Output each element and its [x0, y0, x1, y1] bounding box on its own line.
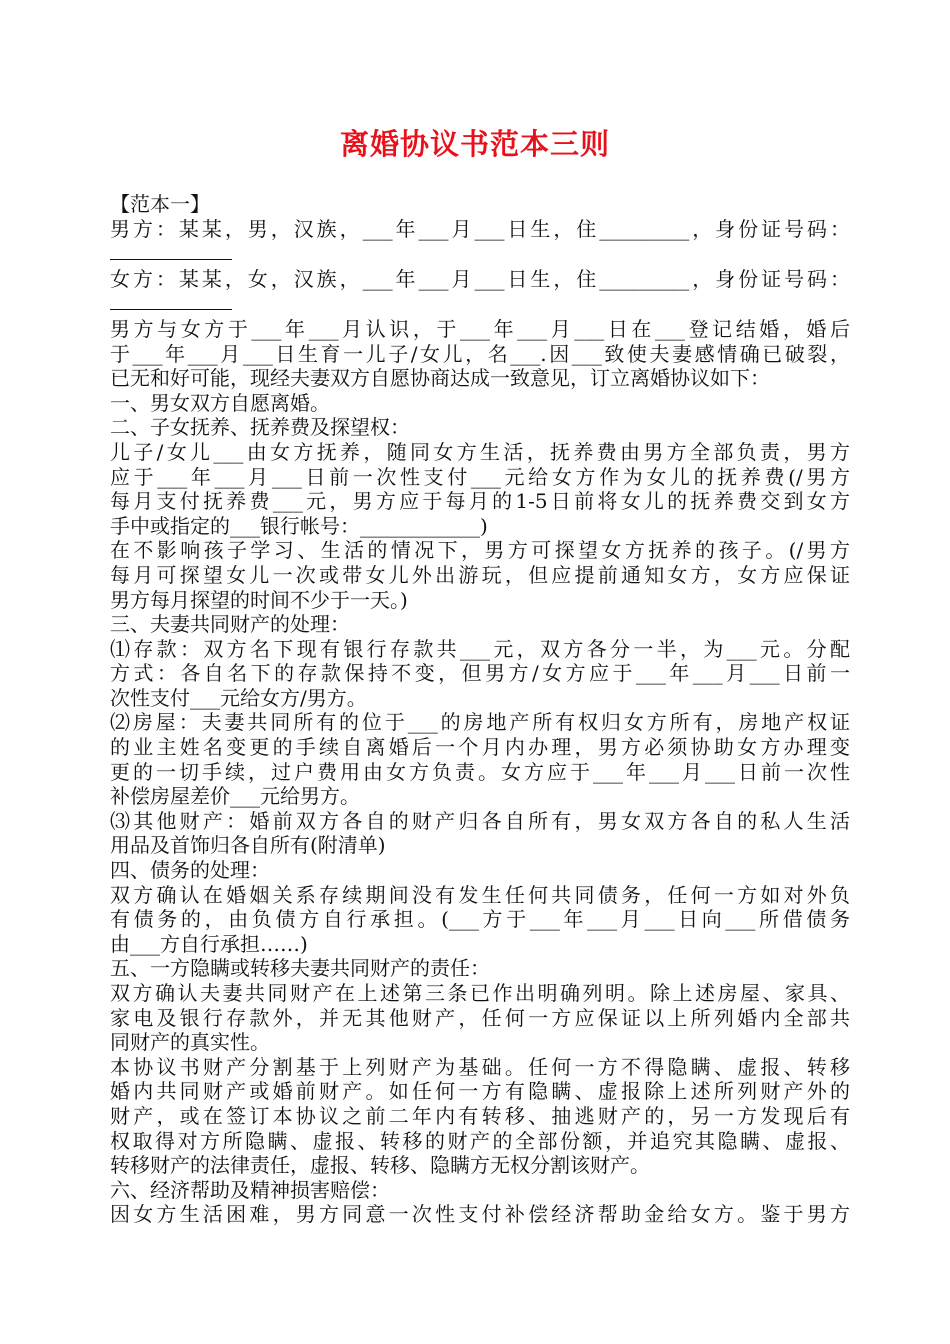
- clause-heading: 三、夫妻共同财产的处理：: [110, 612, 350, 637]
- body-line: ⑶其他财产：婚前双方各自的财产归各自所有，男女双方各自的私人生活: [110, 808, 850, 833]
- body-line: 男方每月探望的时间不少于一天。): [110, 587, 408, 612]
- body-line: 已无和好可能，现经夫妻双方自愿协商达成一致意见，订立离婚协议如下：: [110, 366, 770, 391]
- body-line: 应于___年___月___日前一次性支付___元给女方作为女儿的抚养费(/男方: [110, 464, 850, 489]
- id-number-blank: [110, 291, 232, 310]
- body-line: 女方：某某，女，汉族，___年___月___日生，住_________，身份证号码：: [110, 266, 850, 291]
- clause-heading: 一、男女双方自愿离婚。: [110, 390, 330, 415]
- body-line: 用品及首饰归各自所有(附清单): [110, 833, 386, 858]
- document-body: [110, 192, 850, 1227]
- body-line: 由___方自行承担……): [110, 931, 308, 956]
- id-number-blank: [110, 241, 232, 260]
- body-line: 转移财产的法律责任，虚报、转移、隐瞒方无权分割该财产。: [110, 1153, 650, 1178]
- clause-heading: 五、一方隐瞒或转移夫妻共同财产的责任：: [110, 956, 490, 981]
- section-heading: 【范本一】: [110, 192, 210, 216]
- body-line: 补偿房屋差价___元给男方。: [110, 784, 360, 809]
- body-line: 因女方生活困难，男方同意一次性支付补偿经济帮助金给女方。鉴于男方: [110, 1202, 850, 1227]
- body-line: 更的一切手续，过户费用由女方负责。女方应于___年___月___日前一次性: [110, 759, 850, 784]
- body-line: 同财产的真实性。: [110, 1030, 270, 1055]
- body-line: 权取得对方所隐瞒、虚报、转移的财产的全部份额，并追究其隐瞒、虚报、: [110, 1128, 850, 1153]
- body-line: 每月支付抚养费___元，男方应于每月的1-5日前将女儿的抚养费交到女方: [110, 489, 850, 514]
- body-line: 儿子/女儿___由女方抚养，随同女方生活，抚养费由男方全部负责，男方: [110, 439, 850, 464]
- body-line: 双方确认夫妻共同财产在上述第三条已作出明确列明。除上述房屋、家具、: [110, 981, 850, 1005]
- body-line: 次性支付___元给女方/男方。: [110, 685, 367, 710]
- body-line: 有债务的，由负债方自行承担。(___方于___年___月___日向___所借债务: [110, 907, 850, 932]
- body-line: 男方：某某，男，汉族，___年___月___日生，住_________，身份证号码：: [110, 216, 850, 241]
- document-title: 离婚协议书范本三则: [339, 127, 610, 161]
- body-line: 于___年___月___日生育一儿子/女儿，名___.因___致使夫妻感情确已破裂，: [110, 341, 850, 366]
- body-line: 婚内共同财产或婚前财产。如任何一方有隐瞒、虚报除上述所列财产外的: [110, 1079, 850, 1104]
- clause-heading: 四、债务的处理：: [110, 858, 270, 883]
- body-line: 双方确认在婚姻关系存续期间没有发生任何共同债务，任何一方如对外负: [110, 882, 850, 907]
- body-line: ⑵房屋：夫妻共同所有的位于___的房地产所有权归女方所有，房地产权证: [110, 710, 850, 735]
- body-line: 本协议书财产分割基于上列财产为基础。任何一方不得隐瞒、虚报、转移: [110, 1054, 850, 1079]
- body-line: 的业主姓名变更的手续自离婚后一个月内办理，男方必须协助女方办理变: [110, 735, 850, 760]
- body-line: 方式：各自名下的存款保持不变，但男方/女方应于___年___月___日前一: [110, 661, 850, 686]
- clause-heading: 二、子女抚养、抚养费及探望权：: [110, 415, 410, 440]
- body-line: 财产，或在签订本协议之前二年内有转移、抽逃财产的，另一方发现后有: [110, 1103, 850, 1128]
- body-line: 每月可探望女儿一次或带女儿外出游玩，但应提前通知女方，女方应保证: [110, 562, 850, 587]
- body-line: 家电及银行存款外，并无其他财产，任何一方应保证以上所列婚内全部共: [110, 1005, 850, 1030]
- body-line: 男方与女方于___年___月认识，于___年___月___日在___登记结婚，婚后: [110, 316, 850, 341]
- body-line: 手中或指定的___银行帐号：____________): [110, 513, 488, 538]
- clause-heading: 六、经济帮助及精神损害赔偿：: [110, 1177, 390, 1202]
- body-line: 在不影响孩子学习、生活的情况下，男方可探望女方抚养的孩子。(/男方: [110, 538, 850, 563]
- body-line: ⑴存款：双方名下现有银行存款共___元，双方各分一半，为___元。分配: [110, 636, 850, 661]
